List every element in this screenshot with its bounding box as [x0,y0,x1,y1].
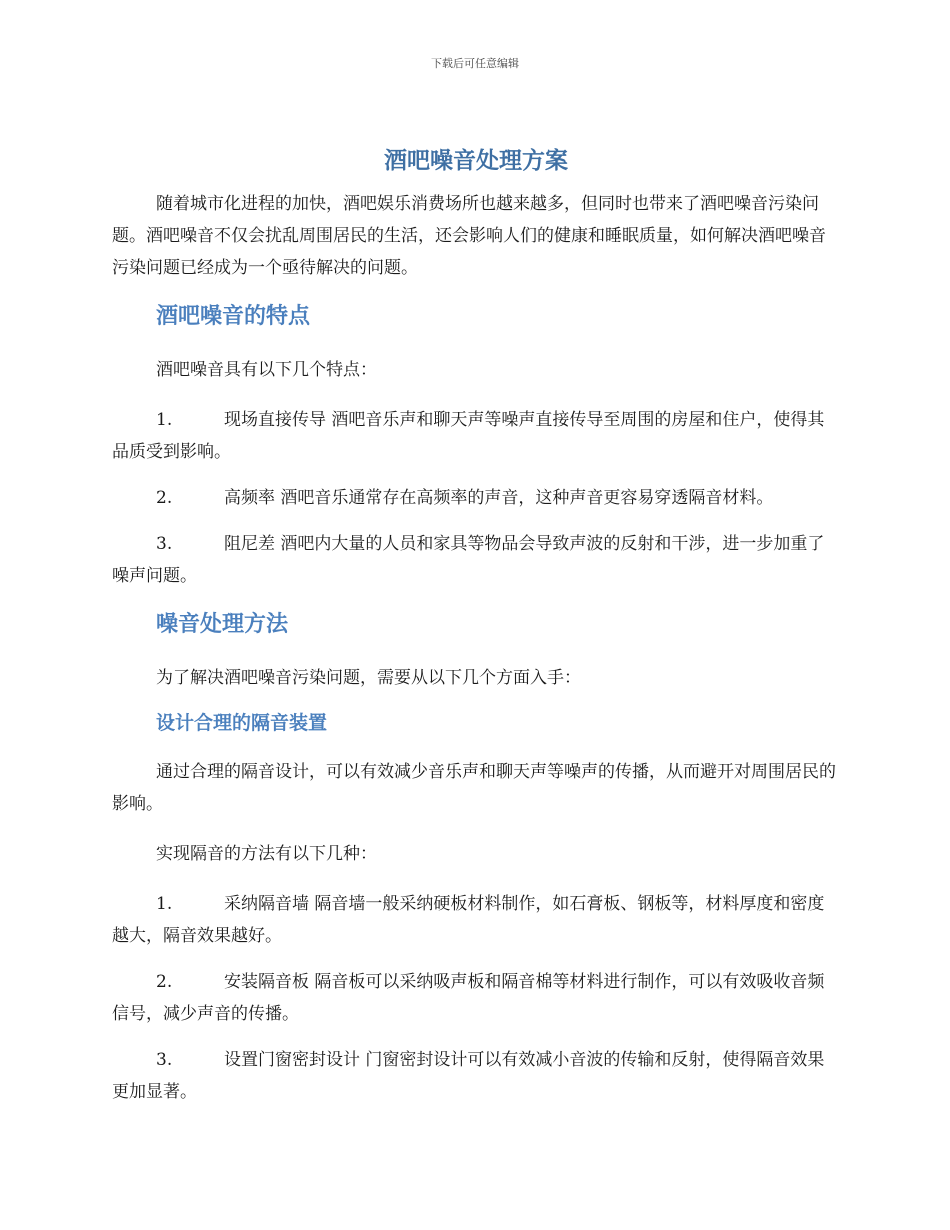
feature-list [112,404,840,592]
section-lead-features: 酒吧噪音具有以下几个特点： [156,360,377,380]
list-text: 设置门窗密封设计 门窗密封设计可以有效减小音波的传输和反射，使得隔音效果更加显著。 [112,1050,825,1102]
soundproofing-list [112,888,840,1108]
section-heading-methods: 噪音处理方法 [156,612,289,637]
list-text: 安装隔音板 隔音板可以采纳吸声板和隔音棉等材料进行制作，可以有效吸收音频信号，减少声音的传播。 [112,972,825,1024]
list-number: 1. [156,894,173,914]
list-item [112,888,840,952]
document-body [112,144,840,1122]
section-lead-methods: 为了解决酒吧噪音污染问题，需要从以下几个方面入手： [156,668,581,688]
list-text: 现场直接传导 酒吧音乐声和聊天声等噪声直接传导至周围的房屋和住户，使得其品质受到影响。 [112,410,825,462]
list-item [112,1044,840,1108]
intro-paragraph: 随着城市化进程的加快，酒吧娱乐消费场所也越来越多，但同时也带来了酒吧噪音污染问题。酒吧噪音不仅会扰乱周围居民的生活，还会影响人们的健康和睡眠质量，如何解决酒吧噪音污染问题已经成为一个亟待解决的问题。 [112,194,826,278]
list-text: 采纳隔音墙 隔音墙一般采纳硬板材料制作，如石膏板、钢板等，材料厚度和密度越大，隔音效果越好。 [112,894,825,946]
section-heading-features: 酒吧噪音的特点 [156,304,311,329]
document-title: 酒吧噪音处理方案 [384,148,568,174]
list-number: 3. [156,534,173,554]
list-number: 2. [156,972,173,992]
list-number: 1. [156,410,173,430]
list-text: 高频率 酒吧音乐通常存在高频率的声音，这种声音更容易穿透隔音材料。 [224,488,774,508]
list-text: 阻尼差 酒吧内大量的人员和家具等物品会导致声波的反射和干涉，进一步加重了噪声问题。 [112,534,825,586]
list-number: 2. [156,488,173,508]
list-item [112,966,840,1030]
subsection-heading-soundproofing: 设计合理的隔音装置 [156,712,328,734]
list-number: 3. [156,1050,173,1070]
list-item [112,482,840,514]
subsection-lead: 实现隔音的方法有以下几种： [156,844,377,864]
subsection-paragraph: 通过合理的隔音设计，可以有效减少音乐声和聊天声等噪声的传播，从而避开对周围居民的影响。 [112,762,836,814]
list-item [112,404,840,468]
header-note: 下载后可任意编辑 [431,57,519,70]
list-item [112,528,840,592]
